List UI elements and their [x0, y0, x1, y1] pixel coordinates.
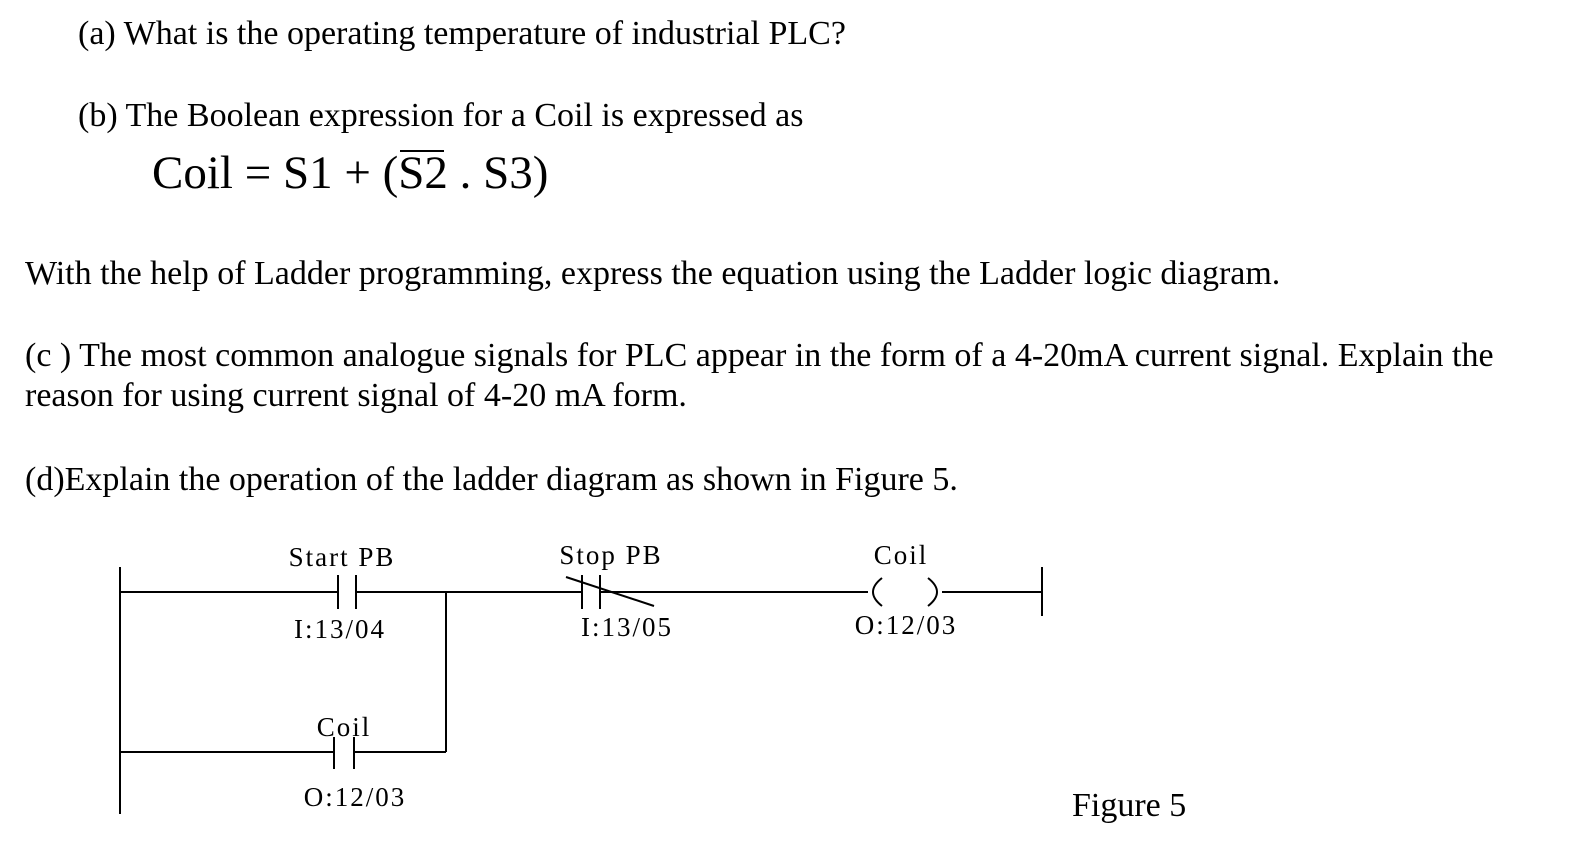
coil-label: Coil — [873, 540, 929, 570]
coil-address: O:12/03 — [854, 610, 958, 640]
equation-rhs: . S3) — [447, 147, 549, 199]
ladder-instruction: With the help of Ladder programming, express the equation using the Ladder logic diagram. — [25, 255, 1281, 292]
stop-pb-label: Stop PB — [559, 540, 663, 570]
equation-negated-term: S2 — [398, 147, 448, 199]
start-pb-contact-icon — [338, 575, 356, 609]
figure-caption: Figure 5 — [1072, 787, 1187, 824]
question-c-line-1: (c ) The most common analogue signals for PLC appear in the form of a 4-20mA current signal. Explain the — [25, 337, 1494, 374]
equation-lhs: Coil = S1 + ( — [152, 147, 399, 199]
output-coil-icon — [856, 578, 951, 606]
stop-pb-address: I:13/05 — [581, 612, 673, 642]
question-d: (d)Explain the operation of the ladder diagram as shown in Figure 5. — [25, 461, 958, 498]
seal-in-label: Coil — [316, 712, 372, 742]
question-b: (b) The Boolean expression for a Coil is expressed as — [78, 97, 804, 134]
start-pb-label: Start PB — [288, 542, 396, 572]
question-c-line-2: reason for using current signal of 4-20 mA form. — [25, 377, 687, 414]
question-a: (a) What is the operating temperature of industrial PLC? — [78, 15, 846, 52]
seal-in-address: O:12/03 — [303, 782, 407, 812]
start-pb-address: I:13/04 — [294, 614, 386, 644]
